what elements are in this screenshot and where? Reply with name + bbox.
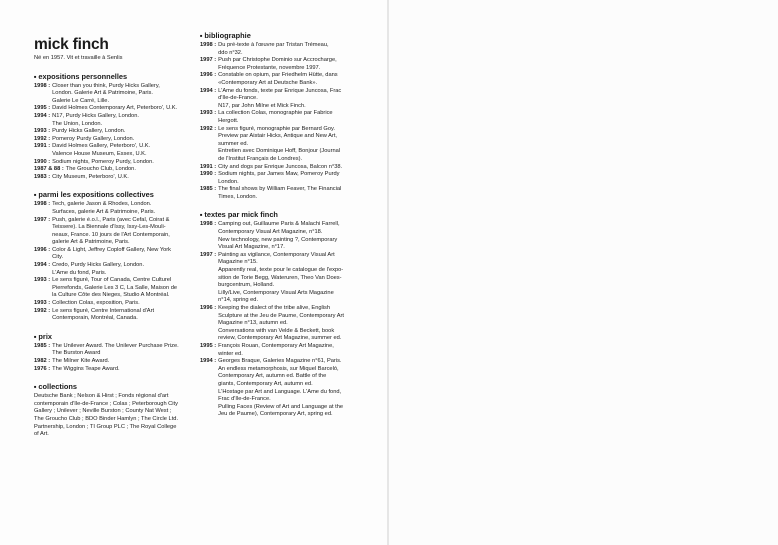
entry-line: La collection Colas, monographie par Fabrice xyxy=(218,110,333,117)
right-page-blank xyxy=(389,0,778,545)
entry-year: 1997 : xyxy=(200,251,217,258)
entry-line: «Contemporary Art at Deutsche Bank». xyxy=(218,79,318,86)
entry-year: 1994 : xyxy=(200,358,217,365)
entry-year: 1992 : xyxy=(34,135,51,142)
entry-line: Lilly/Live, Contemporary Visual Arts Magazine xyxy=(218,289,334,296)
entry-line: giants, Contemporary Art, autumn ed. xyxy=(218,380,313,387)
entry-line: The Groucho Club, London. xyxy=(65,166,136,173)
entry-row xyxy=(34,308,196,323)
entry-line: David Holmes Gallery, Peterboro', U.K. xyxy=(52,143,151,150)
entry-text xyxy=(216,42,328,57)
entry-year: 1995 : xyxy=(200,342,217,349)
entry-year: 1998 : xyxy=(34,201,51,208)
section-heading: ■ prix xyxy=(34,332,196,341)
entry-row xyxy=(200,358,368,419)
entry-line: Credo, Purdy Hicks Gallery, London. xyxy=(52,262,145,269)
entry-line: Push par Christophe Dominio sur Accrocharge, xyxy=(218,57,337,64)
entry-line: Closer than you think, Purdy Hicks Gallery, xyxy=(52,82,160,89)
entry-line: review, Contemporary Art Magazine, summer ed. xyxy=(218,335,342,342)
entry-line: Valence House Museum, Essex, U.K. xyxy=(52,150,147,157)
entry-text xyxy=(50,128,125,136)
entry-line: Color & Light, Jeffrey Coploff Gallery, New York xyxy=(52,246,172,253)
entry-year: 1987 & 88 : xyxy=(34,166,64,173)
entry-line: la Culture Côte des Nieges, Studio A Montréal. xyxy=(52,292,170,299)
entry-text xyxy=(216,343,334,358)
entry-row xyxy=(34,174,196,182)
entry-year: 1997 : xyxy=(200,57,217,64)
entry-line: summer ed. xyxy=(218,140,249,147)
entry-year: 1997 : xyxy=(34,216,51,223)
entry-line: burgcentrum, Holland. xyxy=(218,282,275,289)
entry-text xyxy=(50,300,140,308)
entry-year: 1990 : xyxy=(200,171,217,178)
entry-line: City Museum, Peterboro', U.K. xyxy=(52,173,129,180)
entry-line: London. xyxy=(218,178,239,185)
entry-line: Surfaces, galerie Art & Patrimoine, Paris. xyxy=(52,208,156,215)
entry-line: The Burston Award xyxy=(52,350,101,357)
entry-text xyxy=(50,83,160,106)
entry-row xyxy=(34,300,196,308)
entry-row xyxy=(34,201,196,216)
entry-line: Contemporary Art, autumn ed. Battle of the xyxy=(218,373,327,380)
entry-line: Frac d'Ile-de-France. xyxy=(218,396,271,403)
entry-text xyxy=(50,262,144,277)
entry-year: 1991 : xyxy=(200,163,217,170)
entry-line: Teissere). La Biennale d'Issy, Issy-Les-Mouli- xyxy=(52,224,166,231)
entry-text xyxy=(50,136,134,144)
entry-line: Contemporary Visual Art Magazine, n°18. xyxy=(218,229,323,236)
left-column xyxy=(34,0,196,439)
entry-line: New technology, new painting ?, Contemporary xyxy=(218,236,338,243)
entry-line: The Wiggins Teape Award. xyxy=(52,365,120,372)
section-bibliographie xyxy=(200,31,368,201)
entry-text xyxy=(50,247,171,262)
entry-text xyxy=(216,221,339,251)
collections-line: Gallery ; Unilever ; Neville Burston ; County Nat West ; xyxy=(34,408,172,415)
entry-year: 1991 : xyxy=(34,143,51,150)
section-heading: ■ parmi les expositions collectives xyxy=(34,190,196,199)
entry-row xyxy=(200,171,368,186)
entry-text xyxy=(216,305,344,343)
page-fold xyxy=(387,0,389,545)
entry-row xyxy=(34,166,196,174)
entry-row xyxy=(34,366,196,374)
entry-year: 1990 : xyxy=(34,158,51,165)
entry-line: Entretien avec Dominique Hoff, Bonjour (Journal xyxy=(218,148,341,155)
section-textes xyxy=(200,210,368,418)
entry-line: ddo n°32. xyxy=(218,49,243,56)
entry-year: 1992 : xyxy=(34,307,51,314)
section-expositions-personnelles xyxy=(34,72,196,182)
entry-year: 1998 : xyxy=(200,221,217,228)
entry-row xyxy=(200,343,368,358)
entry-year: 1998 : xyxy=(200,42,217,48)
entry-line: Magazine n°15. xyxy=(218,259,258,266)
entry-line: Pomeroy Purdy Gallery, London. xyxy=(52,135,135,142)
entry-line: Contemporain, Montréal, Canada. xyxy=(52,315,138,322)
section-expositions-collectives xyxy=(34,190,196,323)
entry-line: Le sens figuré, Tour of Canada, Centre Culturel xyxy=(52,277,172,284)
entry-row xyxy=(34,343,196,358)
entry-line: The Milner Kite Award. xyxy=(52,358,110,364)
entry-line: The Unilever Award. The Unilever Purchase Prize. xyxy=(52,342,179,349)
entry-line: Painting as vigilance, Contemporary Visual Art xyxy=(218,251,335,258)
entry-line: City and dogs par Enrique Juncosa, Balcon n°38. xyxy=(218,163,343,170)
entry-text xyxy=(216,126,340,164)
artist-name: mick finch xyxy=(34,36,109,53)
entry-line: Du pré-texte à l'œuvre par Tristan Trémeau, xyxy=(218,42,329,48)
section-collections xyxy=(34,382,196,439)
entry-line: Constable on opium, par Friedhelm Hütte, dans xyxy=(218,72,338,79)
entry-year: 1993 : xyxy=(34,277,51,284)
entry-text xyxy=(50,277,177,300)
entry-text xyxy=(216,358,343,419)
entry-row xyxy=(34,277,196,300)
entry-row xyxy=(34,105,196,113)
entry-year: 1993 : xyxy=(34,128,51,135)
entry-line: Le sens figuré, monographie par Bernard Goy. xyxy=(218,125,336,132)
entry-line: Galerie Le Carré, Lille. xyxy=(52,97,110,104)
entry-row xyxy=(200,221,368,251)
entry-text xyxy=(216,171,339,186)
entry-row xyxy=(34,262,196,277)
entry-year: 1994 : xyxy=(200,87,217,94)
entry-text xyxy=(216,252,343,305)
entry-line: L'Hostage par Art and Language. L'Ame du fond, xyxy=(218,388,342,395)
entry-text xyxy=(50,358,109,366)
entry-line: Hergott. xyxy=(218,117,239,124)
entry-row xyxy=(34,128,196,136)
entry-line: Le sens figuré, Centre International d'Art xyxy=(52,307,155,314)
entry-text xyxy=(50,201,155,216)
entry-text xyxy=(50,113,139,128)
entry-year: 1976 : xyxy=(34,365,51,372)
entry-year: 1983 : xyxy=(34,173,51,180)
collections-line: Partnership, London ; TI Group PLC ; The Royal College xyxy=(34,423,177,430)
entry-row xyxy=(34,136,196,144)
entry-line: David Holmes Contemporary Art, Peterboro', U.K. xyxy=(52,105,178,112)
entry-line: Preview par Aistair Hicks, Antique and New Art, xyxy=(218,133,337,140)
collections-line: contemporain d'Ile-de-France ; Colas ; Peterborough City xyxy=(34,400,178,407)
entry-text xyxy=(216,164,342,172)
right-column xyxy=(200,0,368,419)
entry-line: Fréquence Protestante, novembre 1997. xyxy=(218,64,321,71)
entry-line: n°14, spring ed. xyxy=(218,297,259,304)
entry-row xyxy=(200,110,368,125)
entry-line: Push, galerie é.o.l., Paris (avec Cefal, Coirat & xyxy=(52,216,170,223)
entry-line: Tech, galerie Jason & Rhodes, London. xyxy=(52,201,152,208)
section-heading: ■ collections xyxy=(34,382,196,391)
entry-line: Pulling Faces (Review of Art and Language at the xyxy=(218,403,344,410)
section-heading: ■ expositions personnelles xyxy=(34,72,196,81)
entry-line: Collection Colas, exposition, Paris. xyxy=(52,300,140,307)
entry-text xyxy=(50,174,129,182)
entry-year: 1993 : xyxy=(200,110,217,117)
collections-line: Deutsche Bank ; Nelson & Hirst ; Fonds régional d'art xyxy=(34,393,169,400)
entry-line: The Union, London. xyxy=(52,120,103,127)
entry-row xyxy=(200,57,368,72)
entry-year: 1985 : xyxy=(200,186,217,193)
entry-line: Georges Braque, Galeries Magazine n°61, Paris. xyxy=(218,358,342,365)
entry-year: 1996 : xyxy=(34,246,51,253)
entry-line: An endless metamorphosis, sur Miquel Barceló, xyxy=(218,365,339,372)
entry-row xyxy=(200,186,368,201)
entry-row xyxy=(34,159,196,167)
entry-line: galerie Art & Patrimoine, Paris. xyxy=(52,239,130,246)
entry-line: City. xyxy=(52,254,64,261)
entry-row xyxy=(34,143,196,158)
entry-line: Visual Art Magazine, n°17. xyxy=(218,244,285,251)
entry-year: 1994 : xyxy=(34,112,51,119)
entry-row xyxy=(34,217,196,247)
collections-line: The Groucho Club ; BDO Binder Hamlyn ; The Circle Ltd. xyxy=(34,415,179,422)
section-heading: ■ textes par mick finch xyxy=(200,210,368,219)
entry-year: 1996 : xyxy=(200,72,217,79)
entry-row xyxy=(200,305,368,343)
entry-line: Sodium nights, par James Maw, Pomeroy Purdy xyxy=(218,171,340,178)
entry-line: Pierrefonds, Galerie Les 3 C, La Salle, Maison de xyxy=(52,284,178,291)
entry-line: neaux, France. 10 jours de l'Art Contemporain, xyxy=(52,231,170,238)
entry-year: 1992 : xyxy=(200,125,217,132)
entry-line: François Rouan, Contemporary Art Magazine, xyxy=(218,342,334,349)
section-prix xyxy=(34,332,196,373)
entry-line: d'Ile-de-France. xyxy=(218,95,258,102)
entry-text xyxy=(50,143,150,158)
collections-paragraph xyxy=(34,393,196,439)
entry-row xyxy=(200,42,368,57)
entry-year: 1993 : xyxy=(34,300,51,307)
entry-line: Sculpture at the Jeu de Paume, Contemporary Art xyxy=(218,312,344,319)
entry-year: 1994 : xyxy=(34,262,51,269)
entry-year: 1982 : xyxy=(34,358,51,364)
entry-line: de l'Institut Français de Londres). xyxy=(218,155,303,162)
entry-line: Apparently real, texte pour le catalogue de l'expo- xyxy=(218,267,344,274)
entry-text xyxy=(216,72,338,87)
collections-line: of Art. xyxy=(34,431,49,438)
entry-text xyxy=(216,186,341,201)
entry-line: The final shows by William Feaver, The Financial xyxy=(218,186,342,193)
entry-text xyxy=(216,110,332,125)
entry-row xyxy=(34,113,196,128)
entry-year: 1995 : xyxy=(34,105,51,112)
entry-row xyxy=(200,88,368,111)
entry-line: Conversations with van Velde & Beckett, book xyxy=(218,327,335,334)
entry-row xyxy=(200,126,368,164)
entry-line: N17, Purdy Hicks Gallery, London. xyxy=(52,112,139,119)
entry-line: sition de Torie Begg, Wateruren, Theo Van Does- xyxy=(218,274,342,281)
artist-bio: Né en 1957. Vit et travaille à Senlis xyxy=(34,55,123,61)
entry-year: 1985 : xyxy=(34,342,51,349)
entry-row xyxy=(34,83,196,106)
entry-row xyxy=(200,72,368,87)
entry-text xyxy=(216,57,337,72)
entry-line: London. Galerie Art & Patrimoine, Paris. xyxy=(52,90,153,97)
entry-text xyxy=(216,88,341,111)
entry-line: Jeu de Paume), Contemporary Art, spring ed. xyxy=(218,411,333,418)
entry-text xyxy=(50,308,154,323)
entry-line: Keeping the dialect of the tribe alive, English xyxy=(218,305,331,311)
entry-line: Sodium nights, Pomeroy Purdy, London. xyxy=(52,158,154,165)
section-heading: ■ bibliographie xyxy=(200,31,368,40)
entry-row xyxy=(34,247,196,262)
entry-row xyxy=(200,164,368,172)
entry-text xyxy=(50,217,170,247)
entry-line: Purdy Hicks Gallery, London. xyxy=(52,128,126,135)
entry-row xyxy=(34,358,196,366)
entry-year: 1998 : xyxy=(34,82,51,89)
entry-text xyxy=(50,159,154,167)
entry-line: Times, London. xyxy=(218,193,258,200)
entry-line: Camping out, Guillaume Paris & Malachi Farrell, xyxy=(218,221,340,228)
entry-text xyxy=(64,166,136,174)
entry-line: L'Ame du fond, Paris. xyxy=(52,269,107,276)
entry-text xyxy=(50,343,179,358)
entry-line: winter ed. xyxy=(218,350,243,357)
entry-text xyxy=(50,366,119,374)
entry-line: Magazine n°13, autumn ed. xyxy=(218,320,288,327)
entry-year: 1996 : xyxy=(200,305,217,311)
entry-row xyxy=(200,252,368,305)
entry-line: N17, par John Milne et Mick Finch. xyxy=(218,102,306,109)
entry-line: L'Ame du fonds, texte par Enrique Juncosa, Frac xyxy=(218,87,342,94)
entry-text xyxy=(50,105,177,113)
